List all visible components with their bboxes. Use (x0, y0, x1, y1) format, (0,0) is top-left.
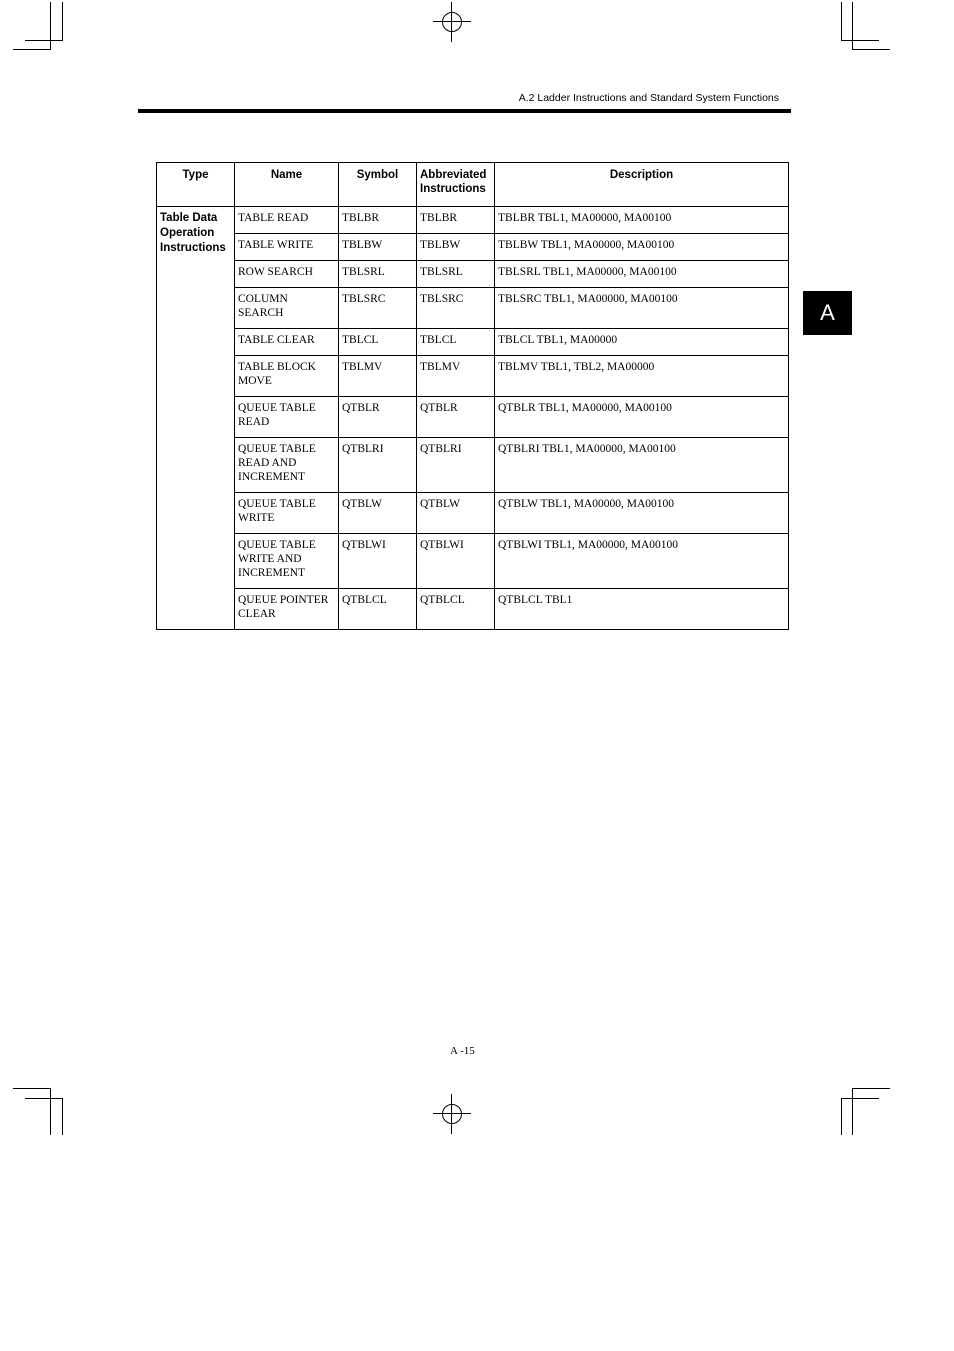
abbr-cell: TBLSRC (417, 288, 495, 329)
abbr-cell: TBLCL (417, 329, 495, 356)
crop-mark (62, 1098, 63, 1135)
description-cell: QTBLWI TBL1, MA00000, MA00100 (495, 534, 789, 589)
crop-mark (841, 40, 879, 41)
running-head: A.2 Ladder Instructions and Standard System Functions (518, 92, 779, 104)
symbol-cell: QTBLR (339, 397, 417, 438)
crop-mark (852, 2, 853, 50)
registration-mark (433, 1094, 471, 1134)
abbr-cell: QTBLCL (417, 589, 495, 630)
page-number: A -15 (450, 1045, 475, 1057)
abbr-cell: QTBLRI (417, 438, 495, 493)
crop-mark (25, 40, 63, 41)
name-cell: QUEUE TABLE READ (235, 397, 339, 438)
abbr-cell: TBLBW (417, 234, 495, 261)
column-header-abbreviated: Abbreviated Instructions (417, 163, 495, 207)
table-row (157, 288, 789, 329)
name-cell: ROW SEARCH (235, 261, 339, 288)
crop-mark (852, 1088, 853, 1135)
instruction-table (156, 162, 789, 630)
symbol-cell: TBLBW (339, 234, 417, 261)
table-row (157, 589, 789, 630)
symbol-cell: TBLMV (339, 356, 417, 397)
type-cell: Table Data Operation Instructions (157, 207, 235, 630)
description-cell: TBLMV TBL1, TBL2, MA00000 (495, 356, 789, 397)
name-cell: COLUMN SEARCH (235, 288, 339, 329)
crop-mark (841, 1098, 879, 1099)
symbol-cell: TBLCL (339, 329, 417, 356)
column-header-description: Description (495, 163, 789, 207)
description-cell: TBLBW TBL1, MA00000, MA00100 (495, 234, 789, 261)
table-row (157, 438, 789, 493)
table-row (157, 207, 789, 234)
crop-mark (62, 2, 63, 40)
table-header-row (157, 163, 789, 207)
name-cell: TABLE CLEAR (235, 329, 339, 356)
abbr-cell: TBLSRL (417, 261, 495, 288)
symbol-cell: TBLBR (339, 207, 417, 234)
description-cell: QTBLRI TBL1, MA00000, MA00100 (495, 438, 789, 493)
symbol-cell: TBLSRC (339, 288, 417, 329)
crop-mark (13, 49, 51, 50)
crop-mark (25, 1098, 63, 1099)
crop-mark (841, 1098, 842, 1135)
abbr-cell: QTBLR (417, 397, 495, 438)
symbol-cell: TBLSRL (339, 261, 417, 288)
crop-mark (50, 2, 51, 50)
description-cell: QTBLR TBL1, MA00000, MA00100 (495, 397, 789, 438)
name-cell: QUEUE TABLE READ AND INCREMENT (235, 438, 339, 493)
table-row (157, 534, 789, 589)
description-cell: TBLSRL TBL1, MA00000, MA00100 (495, 261, 789, 288)
name-cell: TABLE BLOCK MOVE (235, 356, 339, 397)
column-header-name: Name (235, 163, 339, 207)
section-tab: A (803, 291, 852, 335)
symbol-cell: QTBLWI (339, 534, 417, 589)
name-cell: QUEUE TABLE WRITE (235, 493, 339, 534)
abbr-cell: QTBLW (417, 493, 495, 534)
description-cell: QTBLCL TBL1 (495, 589, 789, 630)
crop-mark (13, 1088, 51, 1089)
abbr-cell: TBLMV (417, 356, 495, 397)
description-cell: TBLBR TBL1, MA00000, MA00100 (495, 207, 789, 234)
name-cell: QUEUE TABLE WRITE AND INCREMENT (235, 534, 339, 589)
symbol-cell: QTBLW (339, 493, 417, 534)
crop-mark (50, 1088, 51, 1135)
crop-mark (852, 1088, 890, 1089)
name-cell: TABLE READ (235, 207, 339, 234)
registration-mark (433, 2, 471, 42)
abbr-cell: TBLBR (417, 207, 495, 234)
symbol-cell: QTBLCL (339, 589, 417, 630)
table-row (157, 329, 789, 356)
crop-mark (852, 49, 890, 50)
table-row (157, 234, 789, 261)
name-cell: TABLE WRITE (235, 234, 339, 261)
name-cell: QUEUE POINTER CLEAR (235, 589, 339, 630)
table-row (157, 356, 789, 397)
table-row (157, 493, 789, 534)
column-header-type: Type (157, 163, 235, 207)
symbol-cell: QTBLRI (339, 438, 417, 493)
table-row (157, 261, 789, 288)
column-header-symbol: Symbol (339, 163, 417, 207)
table-row (157, 397, 789, 438)
abbr-cell: QTBLWI (417, 534, 495, 589)
description-cell: TBLSRC TBL1, MA00000, MA00100 (495, 288, 789, 329)
header-rule (138, 109, 791, 113)
description-cell: QTBLW TBL1, MA00000, MA00100 (495, 493, 789, 534)
description-cell: TBLCL TBL1, MA00000 (495, 329, 789, 356)
crop-mark (841, 2, 842, 40)
